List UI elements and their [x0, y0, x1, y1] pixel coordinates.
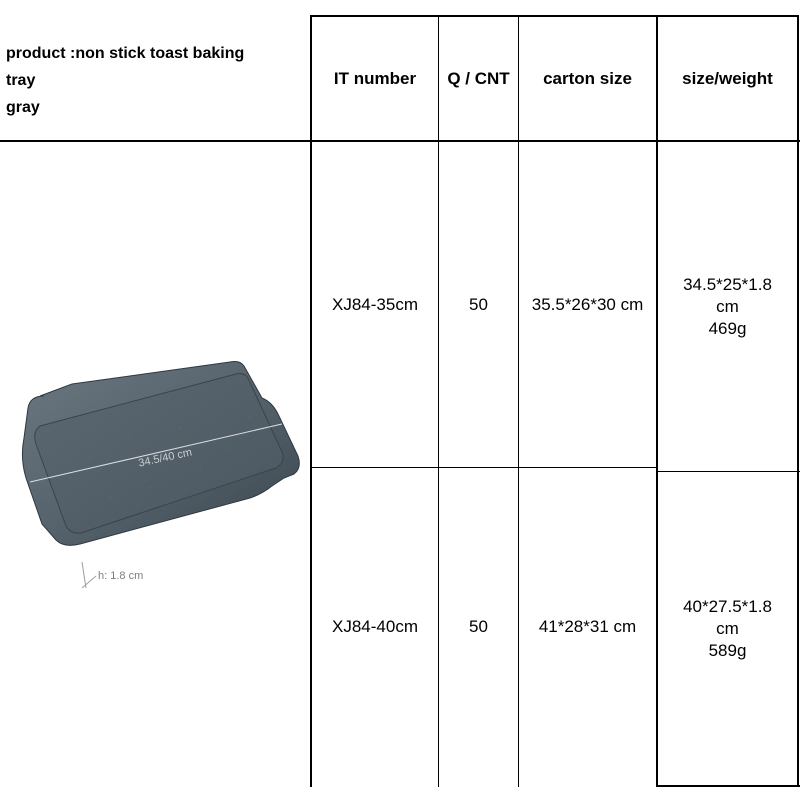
length-label: 34.5/40 cm	[137, 446, 194, 470]
baking-tray-image	[0, 348, 320, 608]
row-1-size-unit: cm	[716, 296, 739, 316]
row-1-carton-size: 35.5*26*30 cm	[531, 294, 644, 314]
row-2-weight: 589g	[708, 640, 747, 660]
row-2-size: 40*27.5*1.8	[683, 596, 772, 616]
bottom-border	[656, 785, 800, 787]
product-description	[6, 40, 306, 121]
product-line-2: tray	[6, 72, 36, 89]
row-1-size: 34.5*25*1.8	[683, 274, 772, 294]
product-line-3: gray	[6, 99, 40, 116]
row-2-carton-size: 41*28*31 cm	[538, 616, 637, 636]
height-indicator-line	[82, 562, 86, 588]
height-label: h: 1.8 cm	[98, 570, 144, 582]
header-carton-size: carton size	[543, 68, 632, 88]
row-1-size-weight	[658, 142, 797, 471]
row-2-size-weight	[658, 472, 797, 785]
header-qty: Q / CNT	[447, 68, 510, 88]
header-size-weight: size/weight	[682, 68, 773, 88]
row-2-qty: 50	[469, 616, 488, 636]
row-2-it-number: XJ84-40cm	[332, 616, 418, 636]
product-image	[0, 348, 320, 608]
col-divider-right	[797, 15, 799, 787]
product-line-1: product :non stick toast baking	[6, 45, 245, 62]
header-it-number: IT number	[333, 68, 417, 88]
row-1-weight: 469g	[708, 318, 747, 338]
row-2-size-unit: cm	[716, 618, 739, 638]
row-1-qty: 50	[469, 294, 488, 314]
row-1-it-number: XJ84-35cm	[332, 294, 418, 314]
